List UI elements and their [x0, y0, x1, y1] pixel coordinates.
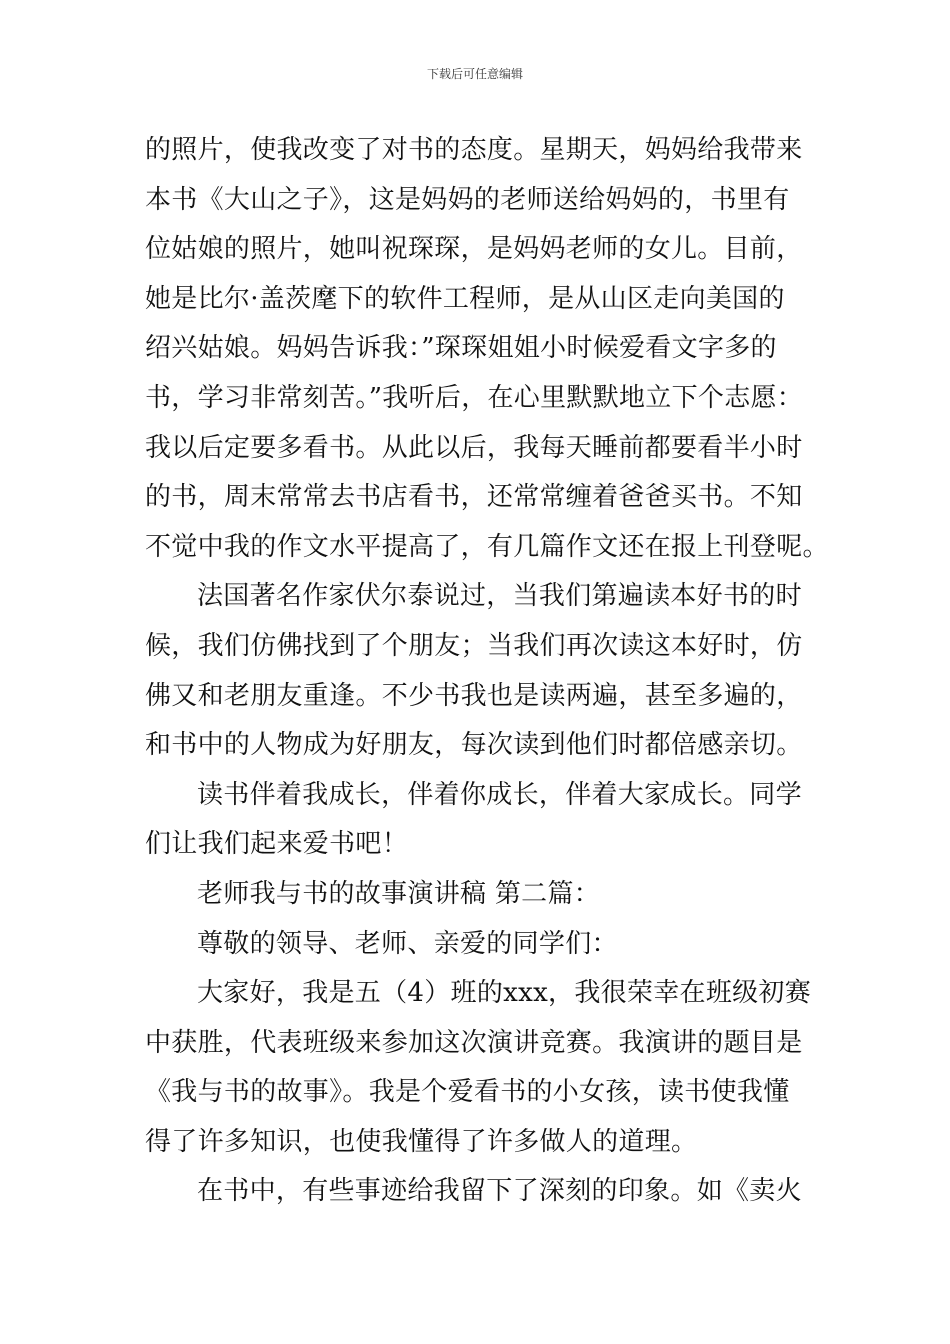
text-line: 不觉中我的作文水平提高了，有几篇作文还在报上刊登呢。: [145, 531, 829, 562]
text-line: 中获胜，代表班级来参加这次演讲竞赛。我演讲的题目是: [145, 1027, 803, 1058]
paragraph-start-line: 大家好，我是五（4）班的xxx，我很荣幸在班级初赛: [197, 978, 812, 1009]
text-line: 她是比尔·盖茨麾下的软件工程师，是从山区走向美国的: [145, 283, 785, 314]
salutation-line: 尊敬的领导、老师、亲爱的同学们：: [197, 928, 618, 959]
text-line: 本书《大山之子》，这是妈妈的老师送给妈妈的，书里有: [145, 184, 790, 215]
text-line: 候，我们仿佛找到了个朋友；当我们再次读这本好时，仿: [145, 630, 803, 661]
paragraph-start-line: 读书伴着我成长，伴着你成长，伴着大家成长。同学: [197, 779, 802, 810]
text-line: 和书中的人物成为好朋友，每次读到他们时都倍感亲切。: [145, 730, 803, 761]
text-line: 们让我们起来爱书吧！: [145, 829, 409, 860]
page-header: 下载后可任意编辑: [426, 67, 523, 81]
paragraph-start-line: 法国著名作家伏尔泰说过，当我们第遍读本好书的时: [197, 581, 802, 612]
text-line: 绍兴姑娘。妈妈告诉我：”琛琛姐姐小时候爱看文字多的: [145, 333, 777, 364]
document-body: [145, 126, 829, 1217]
text-line: 佛又和老朋友重逢。不少书我也是读两遍，甚至多遍的，: [145, 680, 803, 711]
text-line: 的书，周末常常去书店看书，还常常缠着爸爸买书。不知: [145, 482, 803, 513]
section-heading: 老师我与书的故事演讲稿 第二篇：: [197, 878, 601, 909]
text-line: 书，学习非常刻苦。”我听后，在心里默默地立下个志愿：: [145, 382, 804, 413]
text-line: 的照片，使我改变了对书的态度。星期天，妈妈给我带来: [145, 135, 803, 165]
text-line: 《我与书的故事》。我是个爱看书的小女孩，读书使我懂: [145, 1077, 790, 1108]
text-line: 我以后定要多看书。从此以后，我每天睡前都要看半小时: [145, 432, 803, 463]
paragraph-start-line: 在书中，有些事迹给我留下了深刻的印象。如《卖火: [197, 1176, 802, 1207]
text-line: 得了许多知识，也使我懂得了许多做人的道理。: [145, 1126, 698, 1157]
text-line: 位姑娘的照片，她叫祝琛琛，是妈妈老师的女儿。目前，: [145, 234, 803, 265]
